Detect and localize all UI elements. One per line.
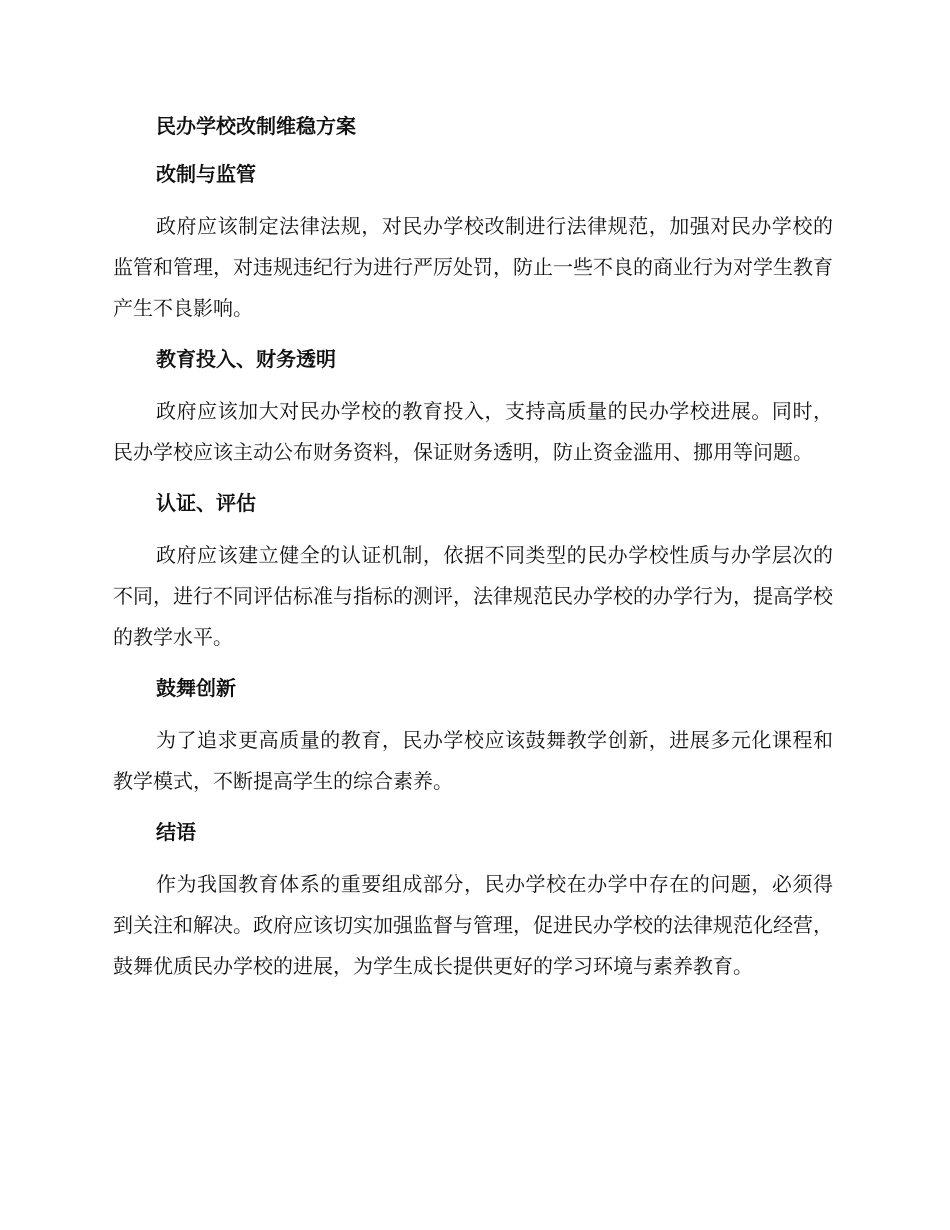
section-heading-conclusion: 结语 bbox=[156, 820, 196, 844]
section-heading-reform-supervision: 改制与监管 bbox=[156, 162, 256, 186]
section-heading-encourage-innovation: 鼓舞创新 bbox=[156, 676, 236, 700]
section-paragraph-conclusion: 作为我国教育体系的重要组成部分，民办学校在办学中存在的问题，必须得到关注和解决。政府应该切实加强监督与管理，促进民办学校的法律规范化经营，鼓舞优质民办学校的进展，为学生成长提供更好的学习环境与素养教育。 bbox=[113, 872, 833, 978]
section-heading-certification-evaluation: 认证、评估 bbox=[156, 491, 256, 515]
section-heading-investment-transparency: 教育投入、财务透明 bbox=[156, 347, 336, 371]
section-paragraph-reform-supervision: 政府应该制定法律法规，对民办学校改制进行法律规范，加强对民办学校的监管和管理，对违规违纪行为进行严厉处罚，防止一些不良的商业行为对学生教育产生不良影响。 bbox=[113, 214, 833, 320]
document-title: 民办学校改制维稳方案 bbox=[156, 114, 356, 138]
section-paragraph-investment-transparency: 政府应该加大对民办学校的教育投入，支持高质量的民办学校进展。同时，民办学校应该主动公布财务资料，保证财务透明，防止资金滥用、挪用等问题。 bbox=[113, 399, 833, 464]
document-body bbox=[113, 108, 833, 987]
section-paragraph-encourage-innovation: 为了追求更高质量的教育，民办学校应该鼓舞教学创新，进展多元化课程和教学模式，不断提高学生的综合素养。 bbox=[113, 728, 833, 793]
section-paragraph-certification-evaluation: 政府应该建立健全的认证机制，依据不同类型的民办学校性质与办学层次的不同，进行不同评估标准与指标的测评，法律规范民办学校的办学行为，提高学校的教学水平。 bbox=[113, 543, 833, 649]
